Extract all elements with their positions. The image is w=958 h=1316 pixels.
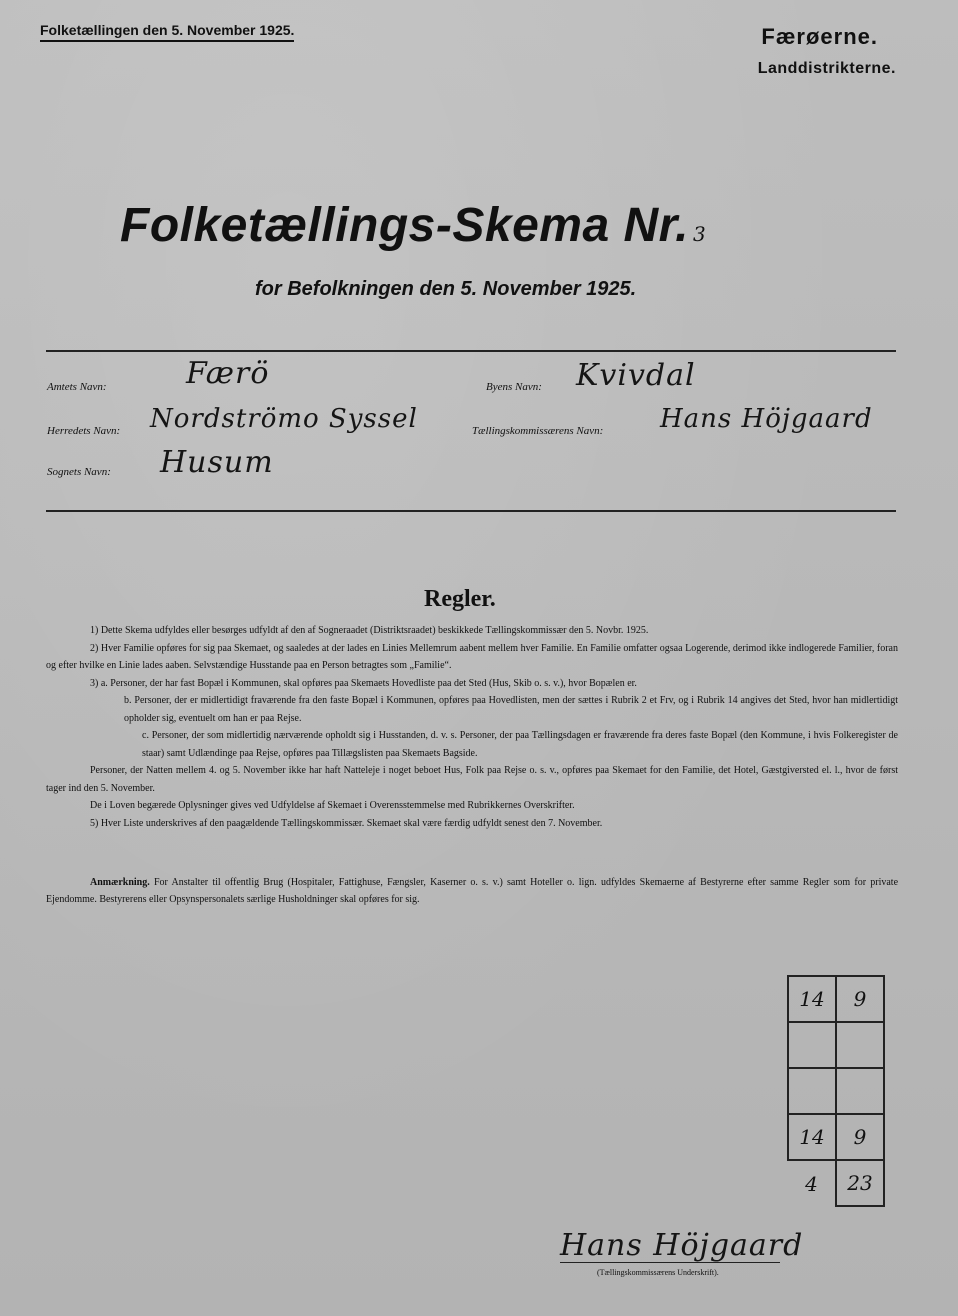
header-district: Landdistrikterne. (757, 60, 896, 77)
rule-3d: Personer, der Natten mellem 4. og 5. November ikke har haft Natteleje i noget beboet Hus, Folk paa Rejse o. s. v., opføres paa Skemaet for den Familie, det Hotel, Gæstgiversted el. l., hvor de først tager ind den 5. November. (46, 765, 898, 794)
tally-cell (836, 1068, 884, 1114)
rule-3a: 3) a. Personer, der har fast Bopæl i Kommunen, skal opføres paa Skemaets Hovedliste paa det Sted (Hus, Skib o. s. v.), hvor Bopælen er. (90, 677, 637, 689)
tally-cell: 4 (805, 1171, 818, 1196)
remark-label: Anmærkning. (90, 877, 150, 888)
form-title-text: Folketællings-Skema Nr. (120, 199, 690, 252)
tally-cell (788, 1022, 836, 1068)
tally-cell: 14 (788, 976, 836, 1022)
tally-cell: 9 (836, 976, 884, 1022)
tally-cell (788, 1068, 836, 1114)
amt-value: Færö (186, 356, 270, 391)
form-number: 3 (693, 222, 706, 246)
header-census-date: Folketællingen den 5. November 1925. (40, 22, 294, 42)
tally-cell (836, 1022, 884, 1068)
tally-cell: 23 (836, 1160, 884, 1206)
tally-cell: 9 (836, 1114, 884, 1160)
remark (46, 874, 898, 908)
rule-2: 2) Hver Familie opføres for sig paa Skemaet, og saaledes at der lades en Linies Mellemrum aabent mellem hver Familie. En Familie omfatter ogsaa Logerende, derimod ikke indlogerede Familier, foran og efter hvilke en Linie lades aaben. Selvstændige Husstande paa en Person betragtes som „Familie“. (46, 642, 898, 671)
by-label: Byens Navn: (486, 381, 542, 393)
rules-heading: Regler. (424, 586, 496, 612)
by-value: Kvivdal (576, 358, 696, 393)
herred-label: Herredets Navn: (47, 425, 121, 437)
form-title (120, 198, 820, 253)
divider-bottom (46, 510, 896, 512)
signature-label: (Tællingskommissærens Underskrift). (597, 1268, 719, 1277)
rule-3c: c. Personer, der som midlertidig nærværende opholdt sig i Husstanden, d. v. s. Personer, der paa Tællingsdagen er fraværende fra deres faste Bopæl (den Kommune, i hvis Folkeregister de staar) samt Udlændinge paa Rejse, opføres paa Tillægslisten paa Skemaets Bagside. (142, 730, 898, 759)
rules-text (46, 622, 898, 832)
sogn-label: Sognets Navn: (47, 466, 111, 478)
divider-top (46, 350, 896, 352)
rule-3b: b. Personer, der er midlertidigt fraværende fra den faste Bopæl i Kommunen, opføres paa Hovedlisten, men der sættes i Rubrik 2 et Frv, og i Rubrik 14 angives det Sted, hvor han midlertidigt opholder sig, eventuelt om han er paa Rejse. (124, 695, 898, 724)
rule-4: De i Loven begærede Oplysninger gives ved Udfyldelse af Skemaet i Overensstemmelse med Rubrikkernes Overskrifter. (90, 800, 575, 811)
remark-text: For Anstalter til offentlig Brug (Hospitaler, Fattighuse, Fængsler, Kaserner o. s. v.) samt Hoteller o. lign. udfyldes Skemaerne af Bestyrerne efter samme Regler som for private Ejendomme. Bestyrerens eller Opsynspersonalets særlige Husholdninger skal opføres for sig. (46, 877, 899, 905)
tally-cell: 14 (788, 1114, 836, 1160)
tally-box (787, 975, 885, 1207)
header-region: Færøerne. (761, 24, 878, 49)
amt-label: Amtets Navn: (47, 381, 107, 393)
rule-1: 1) Dette Skema udfyldes eller besørges udfyldt af den af Sogneraadet (Distriktsraadet) beskikkede Tællingskommissær den 5. Novbr. 1925. (90, 625, 649, 636)
kommissaer-label: Tællingskommissærens Navn: (472, 425, 604, 437)
rule-5: 5) Hver Liste underskrives af den paagældende Tællingskommissær. Skemaet skal være færdig udfyldt senest den 7. November. (90, 817, 603, 829)
form-subtitle: for Befolkningen den 5. November 1925. (255, 278, 637, 300)
herred-value: Nordströmo Syssel (150, 404, 418, 434)
signature-line (560, 1262, 780, 1263)
signature: Hans Höjgaard (560, 1228, 804, 1263)
kommissaer-value: Hans Höjgaard (660, 404, 873, 434)
sogn-value: Husum (160, 445, 274, 480)
